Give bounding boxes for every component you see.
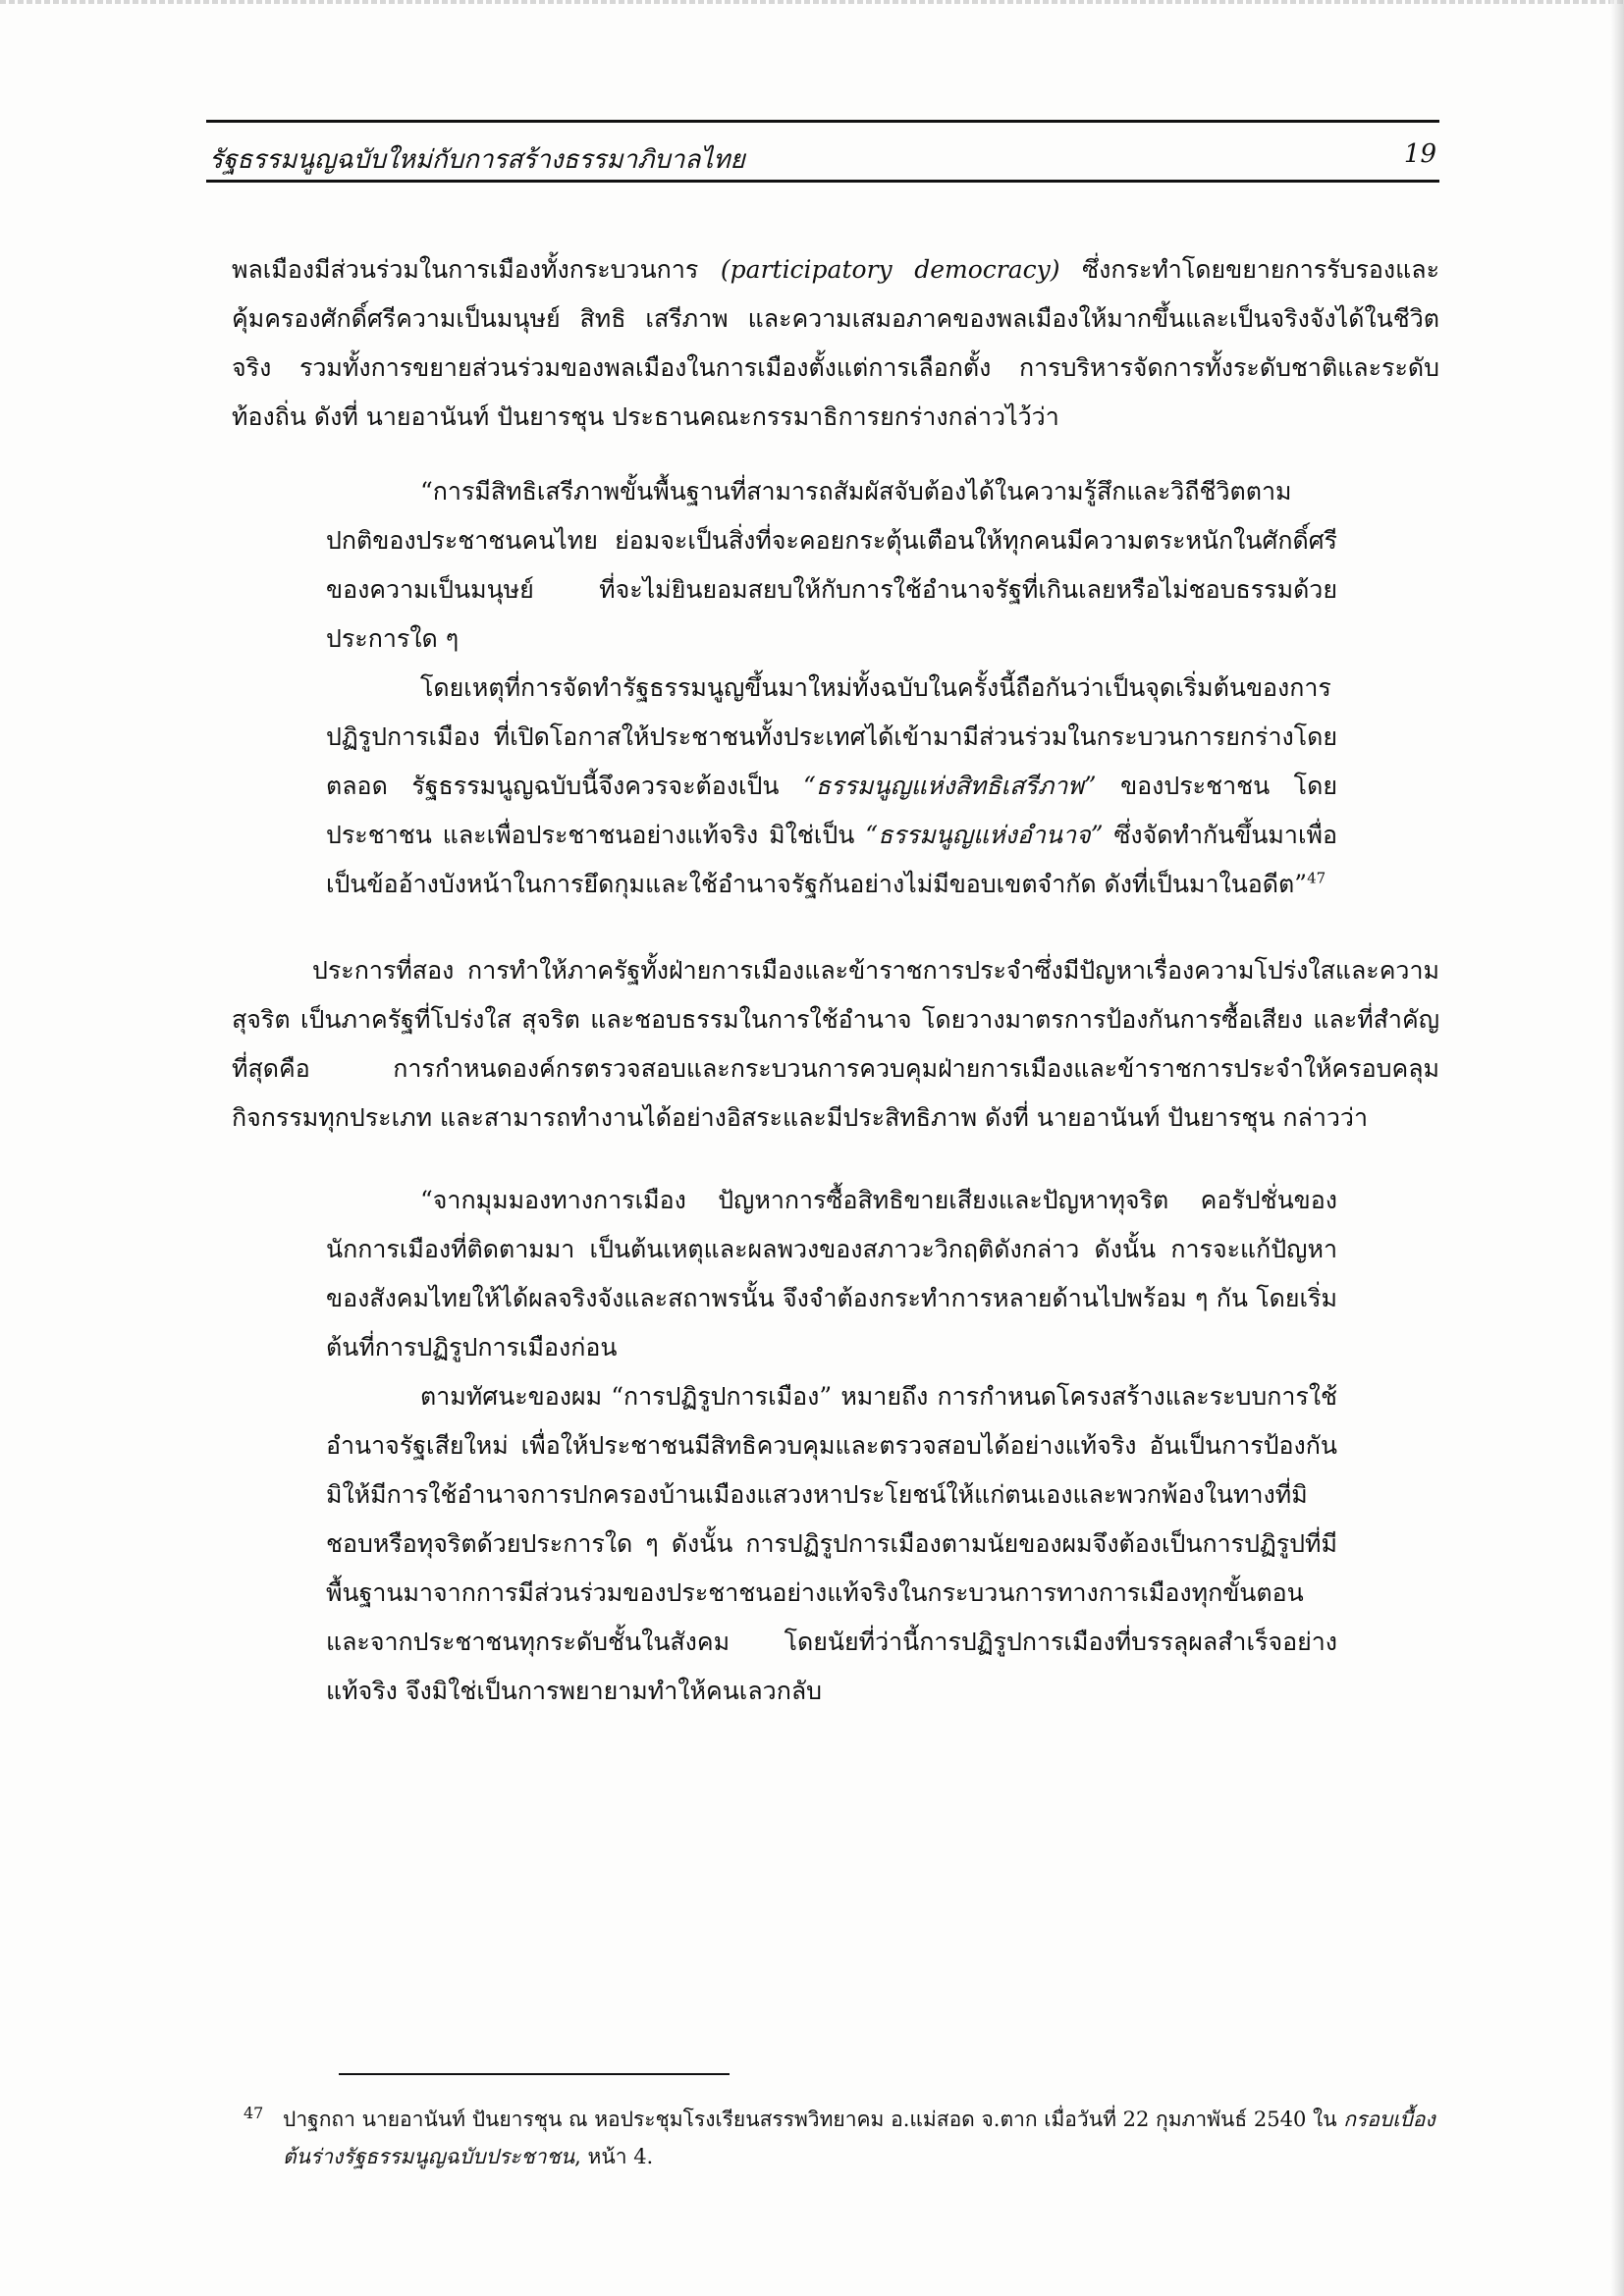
running-header-title: รัฐธรรมนูญฉบับใหม่กับการสร้างธรรมาภิบาลไทย: [209, 145, 745, 175]
footnote-reference[interactable]: 47: [1307, 869, 1326, 887]
quote-2-paragraph-1: “จากมุมมองทางการเมือง ปัญหาการซื้อสิทธิขายเสียงและปัญหาทุจริต คอรัปชั่นของนักการเมืองที่ติดตามมา เป็นต้นเหตุและผลพวงของสภาวะวิกฤติดังกล่าว ดังนั้น การจะแก้ปัญหาของสังคมไทยให้ได้ผลจริงจังและสถาพรนั้น จึงจำต้องกระทำการหลายด้านไปพร้อม ๆ กัน โดยเริ่มต้นที่การปฏิรูปการเมืองก่อน: [326, 1186, 1337, 1362]
page-number: 19: [1403, 139, 1436, 169]
paragraph-1-text-b: ซึ่งกระทำโดยขยายการรับรองและคุ้มครองศักดิ์ศรีความเป็นมนุษย์ สิทธิ เสรีภาพ และความเสมอภาคของพลเมืองให้มากขึ้นและเป็นจริงจังได้ในชีวิตจริง รวมทั้งการขยายส่วนร่วมของพลเมืองในการเมืองตั้งแต่การเลือกตั้ง การบริหารจัดการทั้งระดับชาติและระดับท้องถิ่น ดังที่ นายอานันท์ ปันยารชุน ประธานคณะกรรมาธิการยกร่างกล่าวไว้ว่า: [232, 255, 1439, 431]
paragraph-1: [232, 245, 1439, 442]
quote-1-text-b: ของประชาชน โดยประชาชน และเพื่อประชาชนอย่างแท้จริง มิใช่เป็น: [326, 772, 1337, 849]
footnote-text: [283, 2101, 1443, 2175]
footnote-separator: [339, 2073, 730, 2075]
footnote-italic: กรอบเบื้องต้นร่างรัฐธรรมนูญฉบับประชาชน: [283, 2108, 1435, 2168]
quote-2-paragraph-2: ตามทัศนะของผม “การปฏิรูปการเมือง” หมายถึง การกำหนดโครงสร้างและระบบการใช้อำนาจรัฐเสียใหม่ เพื่อให้ประชาชนมีสิทธิควบคุมและตรวจสอบได้อย่างแท้จริง อันเป็นการป้องกันมิให้มีการใช้อำนาจการปกครองบ้านเมืองแสวงหาประโยชน์ให้แก่ตนเองและพวกพ้องในทางที่มิชอบหรือทุจริตด้วยประการใด ๆ ดังนั้น การปฏิรูปการเมืองตามนัยของผมจึงต้องเป็นการปฏิรูปที่มีพื้นฐานมาจากการมีส่วนร่วมของประชาชนอย่างแท้จริงในกระบวนการทางการเมืองทุกขั้นตอนและจากประชาชนทุกระดับชั้นในสังคม โดยนัยที่ว่านี้การปฏิรูปการเมืองที่บรรลุผลสำเร็จอย่างแท้จริง จึงมิใช่เป็นการพยายามทำให้คนเลวกลับ: [326, 1382, 1337, 1705]
quote-1-italic-2: “ธรรมนูญแห่งอำนาจ”: [865, 821, 1104, 849]
footnote-number: 47: [244, 2104, 264, 2122]
block-quote-2: [326, 1176, 1337, 1716]
scan-edge-top: [0, 0, 1624, 4]
paragraph-1-italic: (participatory democracy): [720, 255, 1060, 284]
quote-1-paragraph-2: [326, 664, 1337, 909]
quote-1-text-c: ซึ่งจัดทำกันขึ้นมาเพื่อเป็นข้ออ้างบังหน้าในการยึดกุมและใช้อำนาจรัฐกันอย่างไม่มีขอบเขตจำกัด ดังที่เป็นมาในอดีต”: [326, 821, 1337, 898]
quote-1-italic-1: “ธรรมนูญแห่งสิทธิเสรีภาพ”: [802, 772, 1097, 800]
running-header: [209, 135, 1436, 175]
block-quote-1: [326, 467, 1337, 909]
scan-edge-right: [1610, 0, 1624, 2296]
header-rule-bottom: [206, 180, 1439, 183]
paragraph-1-text-a: พลเมืองมีส่วนร่วมในการเมืองทั้งกระบวนการ: [232, 255, 721, 284]
paragraph-2: ประการที่สอง การทำให้ภาครัฐทั้งฝ่ายการเมืองและข้าราชการประจำซึ่งมีปัญหาเรื่องความโปร่งใสและความสุจริต เป็นภาครัฐที่โปร่งใส สุจริต และชอบธรรมในการใช้อำนาจ โดยวางมาตรการป้องกันการซื้อเสียง และที่สำคัญที่สุดคือ การกำหนดองค์กรตรวจสอบและกระบวนการควบคุมฝ่ายการเมืองและข้าราชการประจำให้ครอบคลุมกิจกรรมทุกประเภท และสามารถทำงานได้อย่างอิสระและมีประสิทธิภาพ ดังที่ นายอานันท์ ปันยารชุน กล่าวว่า: [232, 956, 1439, 1132]
body-text: [232, 245, 1439, 1716]
quote-1-paragraph-1: “การมีสิทธิเสรีภาพขั้นพื้นฐานที่สามารถสัมผัสจับต้องได้ในความรู้สึกและวิถีชีวิตตามปกติของประชาชนคนไทย ย่อมจะเป็นสิ่งที่จะคอยกระตุ้นเตือนให้ทุกคนมีความตระหนักในศักดิ์ศรีของความเป็นมนุษย์ ที่จะไม่ยินยอมสยบให้กับการใช้อำนาจรัฐที่เกินเลยหรือไม่ชอบธรรมด้วยประการใด ๆ: [326, 477, 1337, 653]
footnote-text-b: , หน้า 4.: [574, 2145, 654, 2168]
quote-1-text-a: โดยเหตุที่การจัดทำรัฐธรรมนูญขึ้นมาใหม่ทั้งฉบับในครั้งนี้ถือกันว่าเป็นจุดเริ่มต้นของการปฏิรูปการเมือง ที่เปิดโอกาสให้ประชาชนทั้งประเทศได้เข้ามามีส่วนร่วมในกระบวนการยกร่างโดยตลอด รัฐธรรมนูญฉบับนี้จึงควรจะต้องเป็น: [326, 673, 1337, 800]
footnote-text-a: ปาฐกถา นายอานันท์ ปันยารชุน ณ หอประชุมโรงเรียนสรรพวิทยาคม อ.แม่สอด จ.ตาก เมื่อวันที่ 22 กุมภาพันธ์ 2540 ใน: [283, 2108, 1344, 2131]
header-rule-top: [206, 120, 1439, 123]
footnote-47: [244, 2101, 1443, 2175]
